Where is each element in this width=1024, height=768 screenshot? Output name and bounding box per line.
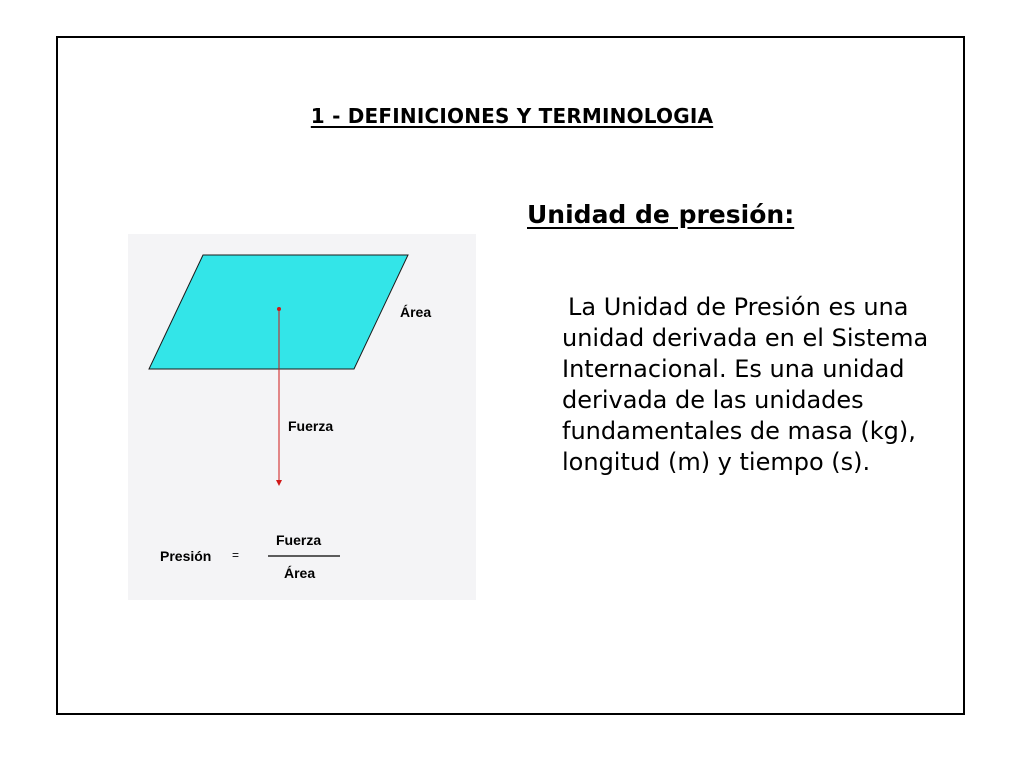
area-label: Área [400, 304, 432, 320]
pressure-diagram [128, 234, 476, 600]
formula-lhs: Presión [160, 548, 212, 564]
formula-denominator: Área [284, 565, 316, 581]
body-paragraph: La Unidad de Presión es una unidad derivada en el Sistema Internacional. Es una unidad derivada de las unidades fundamentales de masa (kg), longitud (m) y tiempo (s). [562, 293, 929, 476]
formula-numerator: Fuerza [276, 532, 322, 548]
force-arrow-origin [277, 307, 281, 311]
slide-title: 1 - DEFINICIONES Y TERMINOLOGIA [310, 104, 714, 128]
section-heading: Unidad de presión: [527, 200, 795, 229]
force-arrow-head [276, 480, 282, 486]
force-label: Fuerza [288, 418, 334, 434]
formula-equals: = [232, 548, 240, 562]
